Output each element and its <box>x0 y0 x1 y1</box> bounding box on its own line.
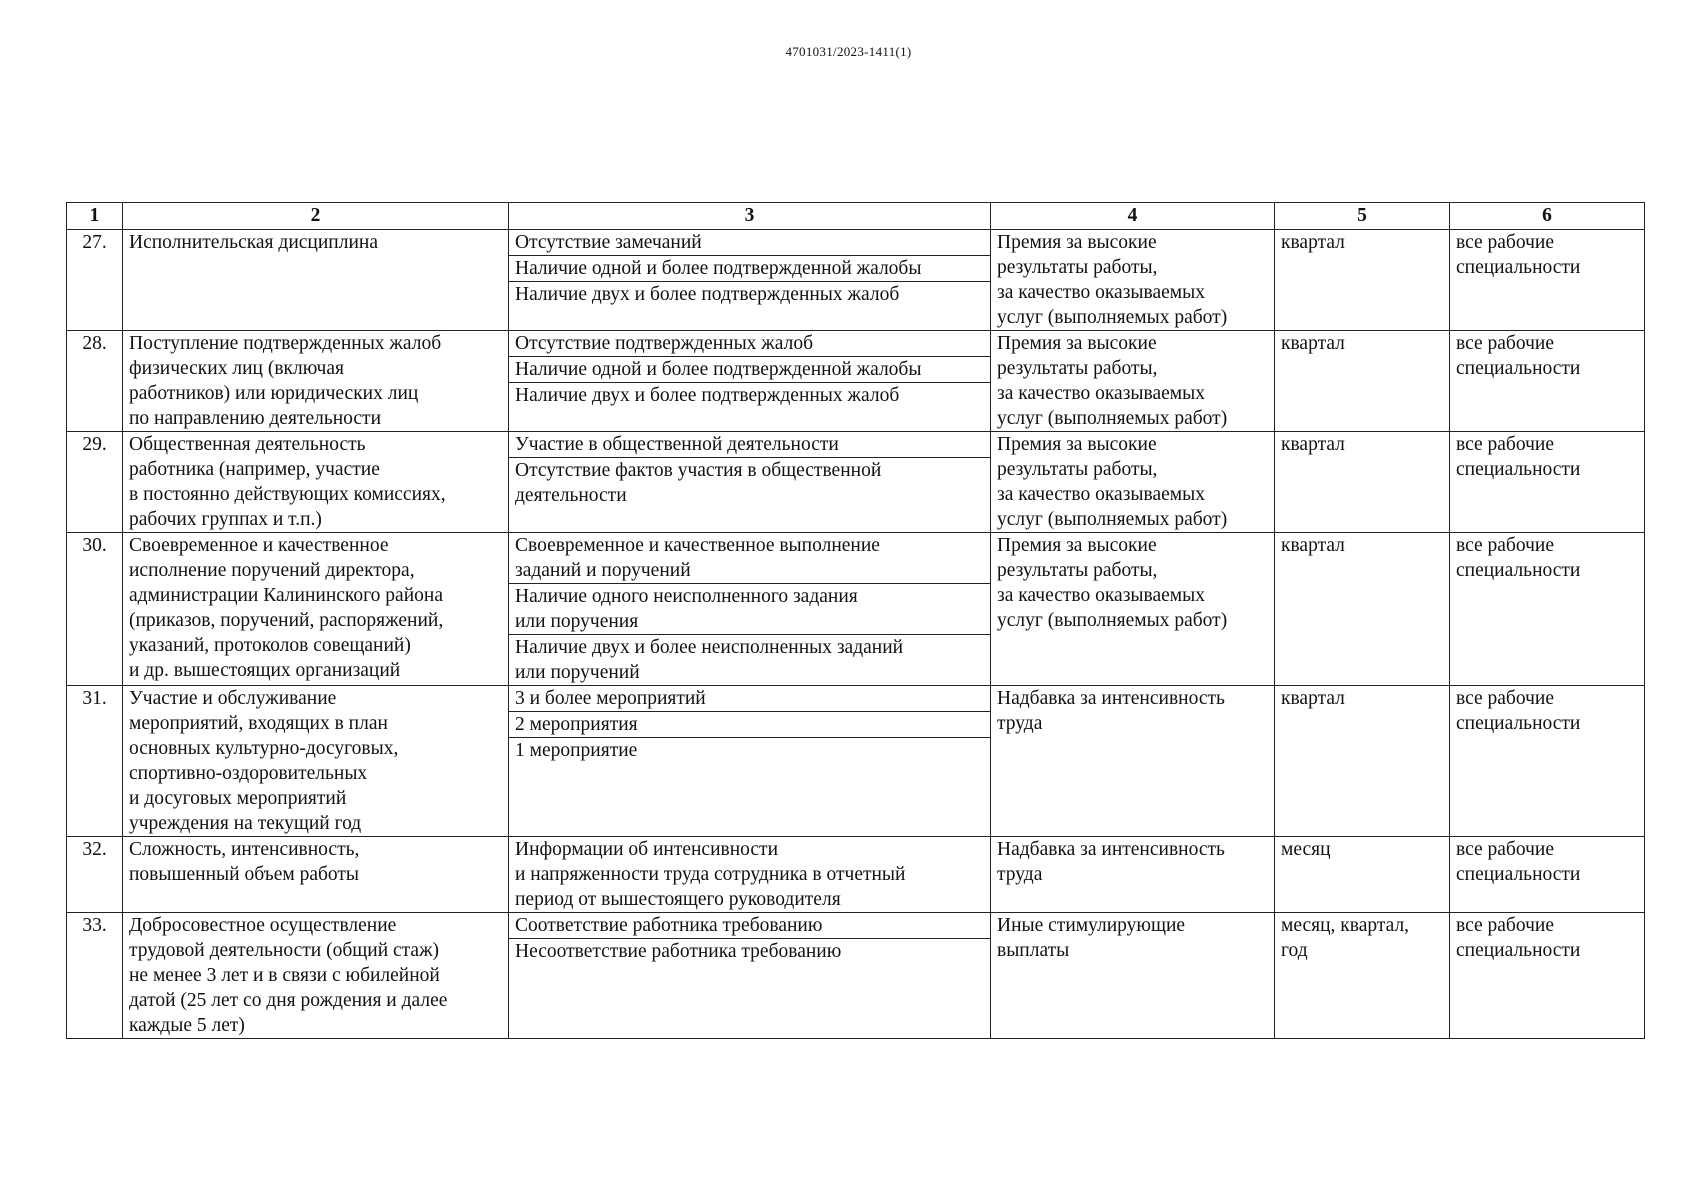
period-cell <box>1275 230 1450 331</box>
cell-text-line: специальности <box>1456 940 1581 961</box>
cell-text-line: Наличие двух и более подтвержденных жалоб <box>515 385 900 406</box>
table-row <box>67 230 1645 331</box>
cell-text-line: или поручения <box>515 611 639 632</box>
row-number: 33. <box>67 913 123 1039</box>
cell-text-line: и др. вышестоящих организаций <box>129 660 401 681</box>
payment-type-cell <box>991 331 1275 432</box>
indicator-option <box>509 939 990 964</box>
cell-text-line: услуг (выполняемых работ) <box>997 307 1228 328</box>
table-row <box>67 432 1645 533</box>
period-cell <box>1275 331 1450 432</box>
cell-text-line: Участие в общественной деятельности <box>515 434 839 455</box>
indicator-option <box>509 686 990 712</box>
indicators-cell <box>509 686 991 837</box>
cell-text-line: услуг (выполняемых работ) <box>997 509 1228 530</box>
cell-text-line: Своевременное и качественное <box>129 535 389 556</box>
cell-text-line: все рабочие <box>1456 434 1554 455</box>
staff-category-cell <box>1450 331 1645 432</box>
row-number: 28. <box>67 331 123 432</box>
cell-text-line: Информации об интенсивности <box>515 839 779 860</box>
payment-type-cell <box>991 432 1275 533</box>
cell-text-line: результаты работы, <box>997 358 1158 379</box>
period-cell <box>1275 533 1450 686</box>
cell-text-line: 2 мероприятия <box>515 714 638 735</box>
table-row <box>67 331 1645 432</box>
cell-text-line: работника (например, участие <box>129 459 380 480</box>
column-header: 4 <box>991 203 1275 230</box>
cell-text-line: учреждения на текущий год <box>129 813 362 834</box>
cell-text-line: основных культурно-досуговых, <box>129 738 399 759</box>
cell-text-line: услуг (выполняемых работ) <box>997 408 1228 429</box>
indicator-option <box>509 357 990 383</box>
column-header: 2 <box>123 203 509 230</box>
table-body <box>67 230 1645 1039</box>
staff-category-cell <box>1450 913 1645 1039</box>
payment-type-cell <box>991 837 1275 913</box>
cell-text-line: Наличие одного неисполненного задания <box>515 586 858 607</box>
cell-text-line: выплаты <box>997 940 1070 961</box>
cell-text-line: не менее 3 лет и в связи с юбилейной <box>129 965 440 986</box>
cell-text-line: Поступление подтвержденных жалоб <box>129 333 442 354</box>
cell-text-line: Премия за высокие <box>997 333 1157 354</box>
cell-text-line: (приказов, поручений, распоряжений, <box>129 610 444 631</box>
cell-text-line: Несоответствие работника требованию <box>515 941 842 962</box>
criterion-cell <box>123 331 509 432</box>
indicator-option <box>509 533 990 584</box>
row-number: 29. <box>67 432 123 533</box>
indicators-cell <box>509 913 991 1039</box>
cell-text-line: квартал <box>1281 333 1345 354</box>
cell-text-line: Наличие двух и более неисполненных заданий <box>515 637 904 658</box>
cell-text-line: администрации Калининского района <box>129 585 443 606</box>
indicator-option <box>509 256 990 282</box>
cell-text-line: спортивно-оздоровительных <box>129 763 368 784</box>
cell-text-line: квартал <box>1281 535 1345 556</box>
staff-category-cell <box>1450 837 1645 913</box>
cell-text-line: Исполнительская дисциплина <box>129 232 378 253</box>
cell-text-line: Надбавка за интенсивность <box>997 688 1225 709</box>
indicator-option <box>509 712 990 738</box>
indicators-cell <box>509 432 991 533</box>
indicators-cell <box>509 837 991 913</box>
cell-text-line: Наличие двух и более подтвержденных жалоб <box>515 284 900 305</box>
cell-text-line: период от вышестоящего руководителя <box>515 889 841 910</box>
cell-text-line: Премия за высокие <box>997 535 1157 556</box>
criterion-cell <box>123 837 509 913</box>
cell-text-line: или поручений <box>515 662 640 683</box>
cell-text-line: повышенный объем работы <box>129 864 360 885</box>
column-header: 1 <box>67 203 123 230</box>
payment-type-cell <box>991 230 1275 331</box>
table-row <box>67 533 1645 686</box>
table-row <box>67 837 1645 913</box>
payment-type-cell <box>991 686 1275 837</box>
cell-text-line: год <box>1281 940 1308 961</box>
indicator-option <box>509 230 990 256</box>
cell-text-line: Соответствие работника требованию <box>515 915 823 936</box>
incentive-criteria-table <box>66 202 1645 1039</box>
criterion-cell <box>123 913 509 1039</box>
row-number: 30. <box>67 533 123 686</box>
table-row <box>67 686 1645 837</box>
cell-text-line: результаты работы, <box>997 459 1158 480</box>
cell-text-line: специальности <box>1456 358 1581 379</box>
cell-text-line: труда <box>997 713 1043 734</box>
cell-text-line: все рабочие <box>1456 232 1554 253</box>
cell-text-line: Отсутствие фактов участия в общественной <box>515 460 882 481</box>
indicator-option <box>509 432 990 458</box>
cell-text-line: каждые 5 лет) <box>129 1015 245 1036</box>
cell-text-line: Надбавка за интенсивность <box>997 839 1225 860</box>
cell-text-line: квартал <box>1281 232 1345 253</box>
criterion-cell <box>123 686 509 837</box>
payment-type-cell <box>991 533 1275 686</box>
cell-text-line: результаты работы, <box>997 257 1158 278</box>
cell-text-line: услуг (выполняемых работ) <box>997 610 1228 631</box>
cell-text-line: указаний, протоколов совещаний) <box>129 635 411 656</box>
cell-text-line: рабочих группах и т.п.) <box>129 509 322 530</box>
row-number: 32. <box>67 837 123 913</box>
cell-text-line: месяц <box>1281 839 1331 860</box>
cell-text-line: деятельности <box>515 485 627 506</box>
cell-text-line: физических лиц (включая <box>129 358 344 379</box>
cell-text-line: Иные стимулирующие <box>997 915 1186 936</box>
header-row <box>67 203 1645 230</box>
cell-text-line: заданий и поручений <box>515 560 691 581</box>
cell-text-line: все рабочие <box>1456 535 1554 556</box>
cell-text-line: квартал <box>1281 688 1345 709</box>
cell-text-line: за качество оказываемых <box>997 484 1205 505</box>
row-number: 27. <box>67 230 123 331</box>
cell-text-line: исполнение поручений директора, <box>129 560 415 581</box>
payment-type-cell <box>991 913 1275 1039</box>
cell-text-line: месяц, квартал, <box>1281 915 1410 936</box>
cell-text-line: все рабочие <box>1456 915 1554 936</box>
cell-text-line: все рабочие <box>1456 688 1554 709</box>
indicator-option <box>509 383 990 408</box>
cell-text-line: работников) или юридических лиц <box>129 383 419 404</box>
cell-text-line: Добросовестное осуществление <box>129 915 397 936</box>
cell-text-line: Общественная деятельность <box>129 434 366 455</box>
indicator-option <box>509 584 990 635</box>
period-cell <box>1275 432 1450 533</box>
cell-text-line: Сложность, интенсивность, <box>129 839 360 860</box>
cell-text-line: все рабочие <box>1456 839 1554 860</box>
cell-text-line: Своевременное и качественное выполнение <box>515 535 880 556</box>
cell-text-line: мероприятий, входящих в план <box>129 713 388 734</box>
staff-category-cell <box>1450 432 1645 533</box>
cell-text-line: специальности <box>1456 560 1581 581</box>
cell-text-line: Отсутствие замечаний <box>515 232 702 253</box>
criterion-cell <box>123 230 509 331</box>
cell-text-line: специальности <box>1456 459 1581 480</box>
column-header: 6 <box>1450 203 1645 230</box>
period-cell <box>1275 686 1450 837</box>
cell-text-line: квартал <box>1281 434 1345 455</box>
cell-text-line: результаты работы, <box>997 560 1158 581</box>
criterion-cell <box>123 432 509 533</box>
indicator-option <box>509 837 990 912</box>
staff-category-cell <box>1450 533 1645 686</box>
cell-text-line: все рабочие <box>1456 333 1554 354</box>
cell-text-line: и напряженности труда сотрудника в отчетный <box>515 864 906 885</box>
cell-text-line: Наличие одной и более подтвержденной жалобы <box>515 258 922 279</box>
indicator-option <box>509 458 990 508</box>
indicator-option <box>509 331 990 357</box>
indicator-option <box>509 635 990 685</box>
column-header: 5 <box>1275 203 1450 230</box>
cell-text-line: Отсутствие подтвержденных жалоб <box>515 333 814 354</box>
cell-text-line: специальности <box>1456 257 1581 278</box>
cell-text-line: специальности <box>1456 713 1581 734</box>
cell-text-line: датой (25 лет со дня рождения и далее <box>129 990 448 1011</box>
cell-text-line: за качество оказываемых <box>997 282 1205 303</box>
cell-text-line: специальности <box>1456 864 1581 885</box>
cell-text-line: 3 и более мероприятий <box>515 688 706 709</box>
indicator-option <box>509 913 990 939</box>
cell-text-line: Участие и обслуживание <box>129 688 337 709</box>
staff-category-cell <box>1450 230 1645 331</box>
column-header: 3 <box>509 203 991 230</box>
indicator-option <box>509 282 990 307</box>
cell-text-line: в постоянно действующих комиссиях, <box>129 484 446 505</box>
cell-text-line: Наличие одной и более подтвержденной жалобы <box>515 359 922 380</box>
indicator-option <box>509 738 990 763</box>
cell-text-line: за качество оказываемых <box>997 585 1205 606</box>
table-row <box>67 913 1645 1039</box>
indicators-cell <box>509 331 991 432</box>
document-number: 4701031/2023-1411(1) <box>785 44 912 59</box>
indicators-cell <box>509 230 991 331</box>
row-number: 31. <box>67 686 123 837</box>
cell-text-line: и досуговых мероприятий <box>129 788 347 809</box>
cell-text-line: за качество оказываемых <box>997 383 1205 404</box>
cell-text-line: по направлению деятельности <box>129 408 382 429</box>
cell-text-line: труда <box>997 864 1043 885</box>
staff-category-cell <box>1450 686 1645 837</box>
cell-text-line: трудовой деятельности (общий стаж) <box>129 940 440 961</box>
cell-text-line: 1 мероприятие <box>515 740 638 761</box>
period-cell <box>1275 913 1450 1039</box>
cell-text-line: Премия за высокие <box>997 434 1157 455</box>
cell-text-line: Премия за высокие <box>997 232 1157 253</box>
indicators-cell <box>509 533 991 686</box>
criterion-cell <box>123 533 509 686</box>
period-cell <box>1275 837 1450 913</box>
